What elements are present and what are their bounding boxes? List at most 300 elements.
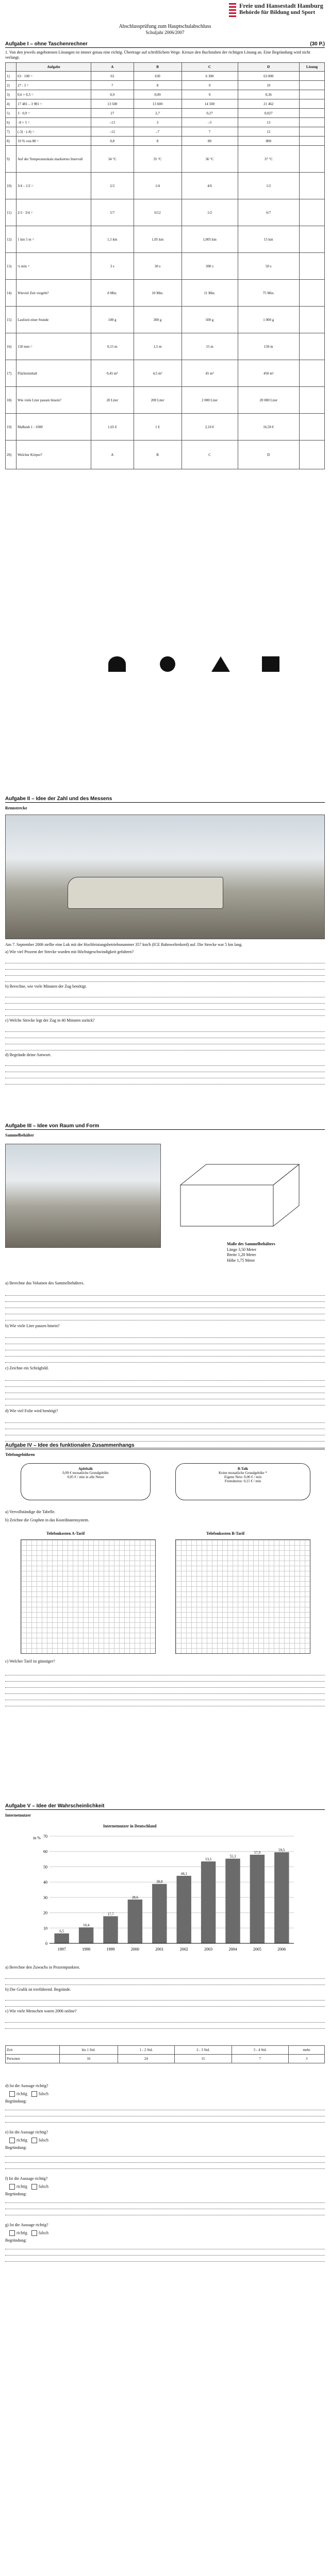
answer-line[interactable] bbox=[5, 997, 325, 1004]
table-cell: ½ min = bbox=[16, 253, 91, 280]
answer-cell[interactable] bbox=[300, 72, 325, 81]
part1-instruction: 1. Von den jeweils angebotenen Lösungen ist immer genau eine richtig. Übertrage auf schriftlichem Wege. Kreuze den Buchstaben der richtigen Lösung an. Eine Begründung wird nicht verlangt. bbox=[5, 50, 310, 60]
answer-line[interactable] bbox=[5, 970, 325, 976]
checkbox[interactable] bbox=[9, 2230, 15, 2236]
dim-label: Breite 1,20 Meter bbox=[227, 1252, 256, 1257]
grid-b[interactable] bbox=[175, 1539, 310, 1654]
answer-cell[interactable] bbox=[300, 440, 325, 469]
table-cell: D bbox=[238, 440, 300, 469]
table-cell: 63 · 100 = bbox=[16, 72, 91, 81]
answer-line[interactable] bbox=[5, 1381, 325, 1387]
part1-table bbox=[5, 62, 325, 469]
answer-cell[interactable] bbox=[300, 109, 325, 118]
table-row bbox=[6, 360, 325, 387]
checkbox[interactable] bbox=[9, 2184, 15, 2190]
answer-cell[interactable] bbox=[300, 333, 325, 360]
bar-2005 bbox=[250, 1855, 265, 1943]
table-row bbox=[6, 387, 325, 414]
table-cell: 0,45 m² bbox=[91, 360, 134, 387]
checkbox[interactable] bbox=[9, 2138, 15, 2143]
table-cell: Flächeninhalt bbox=[16, 360, 91, 387]
table-cell: 35 °C bbox=[134, 146, 182, 173]
part5-subtask: f) Ist die Aussage richtig? bbox=[5, 2176, 48, 2181]
bar-value-label: 44,1 bbox=[180, 1871, 187, 1876]
answer-line[interactable] bbox=[5, 1296, 325, 1302]
table-cell: 0,6 + 0,3 = bbox=[16, 90, 91, 99]
answer-cell[interactable] bbox=[300, 146, 325, 173]
box-side bbox=[273, 1164, 299, 1226]
answer-line[interactable] bbox=[5, 2110, 325, 2116]
answer-line[interactable] bbox=[5, 1429, 325, 1435]
answer-line[interactable] bbox=[5, 2249, 325, 2256]
table-cell: 0,027 bbox=[238, 109, 300, 118]
answer-line[interactable] bbox=[5, 2104, 325, 2110]
answer-line[interactable] bbox=[5, 1302, 325, 1308]
answer-line[interactable] bbox=[5, 1308, 325, 1314]
table-cell: 0,27 bbox=[182, 109, 238, 118]
tariff-line: 0,05 € / min in alle Netze bbox=[67, 1475, 104, 1479]
table-cell: 1/2 bbox=[182, 199, 238, 226]
table-cell: 100 g bbox=[91, 307, 134, 333]
table-cell: 18) bbox=[6, 387, 16, 414]
answer-line[interactable] bbox=[5, 1314, 325, 1320]
table-cell: 2,10 € bbox=[182, 414, 238, 440]
bar-value-label: 17,7 bbox=[107, 1912, 114, 1917]
table-cell: 15) bbox=[6, 307, 16, 333]
part5-subtask: d) Ist die Aussage richtig? bbox=[5, 2083, 48, 2088]
part2-heading: Aufgabe II – Idee der Zahl und des Messens bbox=[5, 796, 325, 803]
answer-line[interactable] bbox=[5, 2116, 325, 2123]
answer-line[interactable] bbox=[5, 1332, 325, 1338]
part1-col-2: A bbox=[91, 63, 134, 72]
part5-question: c) Wie viele Menschen waren 2006 online? bbox=[5, 2009, 77, 2013]
bar-value-label: 6,5 bbox=[59, 1929, 64, 1934]
table-cell: 200 Liter bbox=[134, 387, 182, 414]
table-row bbox=[6, 109, 325, 118]
answer-line[interactable] bbox=[5, 963, 325, 970]
org-line1: Freie und Hansestadt Hamburg bbox=[239, 2, 323, 9]
train-icon bbox=[68, 877, 223, 909]
y-tick-label: 50 bbox=[43, 1865, 47, 1870]
bar-2001 bbox=[152, 1884, 167, 1943]
table-cell: 2/3 · 3/4 = bbox=[16, 199, 91, 226]
checkbox[interactable] bbox=[31, 2184, 37, 2190]
bar-value-label: 55,3 bbox=[229, 1854, 236, 1859]
table-cell: 63 bbox=[91, 72, 134, 81]
table-cell: 2 000 Liter bbox=[182, 387, 238, 414]
x-tick-label: 2004 bbox=[228, 1947, 237, 1952]
part4-lines bbox=[5, 1669, 325, 1706]
bar-value-label: 53,5 bbox=[205, 1857, 212, 1862]
answer-line[interactable] bbox=[5, 1417, 325, 1423]
table-cell: 63 000 bbox=[238, 72, 300, 81]
part1-col-4: C bbox=[182, 63, 238, 72]
table-cell: 16,50 € bbox=[238, 414, 300, 440]
part2-question: b) Berechne, wie viele Minuten der Zug benötigt. bbox=[5, 984, 87, 989]
table-cell: 3 bbox=[134, 118, 182, 127]
bar-1997 bbox=[54, 1934, 69, 1943]
table-cell: B bbox=[134, 440, 182, 469]
answer-line[interactable] bbox=[5, 2203, 325, 2209]
table-cell: 500 g bbox=[182, 307, 238, 333]
x-tick-label: 2005 bbox=[253, 1947, 261, 1952]
table-cell: 30 s bbox=[134, 253, 182, 280]
tariff-line: Fremdnetze: 0,15 € / min bbox=[224, 1479, 261, 1483]
exam-title: Abschlussprüfung zum Hauptschulabschluss bbox=[119, 24, 211, 29]
train-photo bbox=[5, 815, 325, 939]
answer-line[interactable] bbox=[5, 1357, 325, 1363]
table-cell: 2/2 bbox=[91, 173, 134, 199]
bar-1999 bbox=[103, 1916, 118, 1943]
part1-heading: Aufgabe I – ohne Taschenrechner (30 P.) bbox=[5, 41, 325, 47]
answer-line[interactable] bbox=[5, 2197, 325, 2203]
answer-line[interactable] bbox=[5, 1026, 325, 1032]
table-cell: 800 bbox=[238, 137, 300, 146]
part1-col-3: B bbox=[134, 63, 182, 72]
y-tick-label: 70 bbox=[43, 1834, 47, 1839]
table-row bbox=[6, 146, 325, 173]
part1-header-row bbox=[6, 63, 325, 72]
answer-cell[interactable] bbox=[300, 118, 325, 127]
answer-line[interactable] bbox=[5, 1399, 325, 1405]
table-row bbox=[6, 199, 325, 226]
table-cell: (-3) · (-4) = bbox=[16, 127, 91, 137]
y-tick-label: 60 bbox=[43, 1849, 47, 1854]
table-cell: 27 bbox=[91, 109, 134, 118]
table-cell: 7 bbox=[91, 81, 134, 90]
container-dims bbox=[227, 1242, 320, 1263]
table-cell: 14 500 bbox=[182, 99, 238, 109]
table-cell: 6/7 bbox=[238, 199, 300, 226]
answer-line[interactable] bbox=[5, 2243, 325, 2249]
table-cell: 14) bbox=[6, 280, 16, 307]
table-cell: 12) bbox=[6, 226, 16, 253]
choice-row bbox=[5, 2138, 325, 2143]
table-cell: 8) bbox=[6, 137, 16, 146]
dim-label: Höhe 1,75 Meter bbox=[227, 1258, 255, 1263]
table-cell: 9 bbox=[182, 90, 238, 99]
tariff-b-box bbox=[175, 1463, 310, 1500]
answer-cell[interactable] bbox=[300, 253, 325, 280]
table-cell: 2,7 bbox=[134, 109, 182, 118]
table-cell: 150 mm = bbox=[16, 333, 91, 360]
table-cell: 15 m bbox=[182, 333, 238, 360]
answer-cell[interactable] bbox=[300, 127, 325, 137]
part4-q-b: b) Zeichne die Graphen in das Koordinatensystem. bbox=[5, 1518, 89, 1522]
bar-value-label: 57,9 bbox=[254, 1850, 261, 1855]
table-cell: 36 °C bbox=[182, 146, 238, 173]
survey-value-cell: 3 bbox=[289, 2055, 325, 2063]
table-cell: 12 bbox=[238, 127, 300, 137]
part3-question: d) Wie viel Folie wird benötigt? bbox=[5, 1408, 58, 1413]
table-row bbox=[6, 137, 325, 146]
answer-cell[interactable] bbox=[300, 307, 325, 333]
table-row bbox=[6, 307, 325, 333]
table-cell: 13 bbox=[238, 118, 300, 127]
bar-2003 bbox=[201, 1861, 216, 1943]
survey-header-cell: bis 1 Std. bbox=[60, 2046, 118, 2055]
part5-heading: Aufgabe V – Idee der Wahrscheinlichkeit bbox=[5, 1803, 325, 1810]
table-cell: 300 g bbox=[134, 307, 182, 333]
x-tick-label: 1998 bbox=[82, 1947, 91, 1952]
answer-line[interactable] bbox=[5, 1973, 325, 1979]
survey-label-persons: Personen bbox=[6, 2055, 60, 2063]
tariff-line: Eigene Netz: 0,06 € / min bbox=[224, 1475, 261, 1479]
table-cell: 8 bbox=[134, 81, 182, 90]
part3-question: a) Berechne das Volumen des Sammelbehälters. bbox=[5, 1281, 85, 1285]
table-cell: 9 bbox=[182, 81, 238, 90]
answer-line[interactable] bbox=[5, 1350, 325, 1357]
part1-table-wrap bbox=[5, 62, 325, 469]
answer-line[interactable] bbox=[5, 1979, 325, 1985]
part5-subtasks bbox=[5, 2076, 325, 2262]
table-cell: Maßstab 1 : 1000 bbox=[16, 414, 91, 440]
answer-cell[interactable] bbox=[300, 81, 325, 90]
table-cell: 1 € bbox=[134, 414, 182, 440]
tariff-line: Keine monatliche Grundgebühr * bbox=[219, 1471, 267, 1475]
table-cell: 11) bbox=[6, 199, 16, 226]
solid-a-icon bbox=[108, 656, 126, 672]
table-cell: 10) bbox=[6, 173, 16, 199]
y-tick-label: 30 bbox=[43, 1895, 47, 1900]
answer-line[interactable] bbox=[5, 1435, 325, 1442]
x-tick-label: 2003 bbox=[204, 1947, 213, 1952]
dim-label: Maße des Sammelbehälters bbox=[227, 1242, 275, 1246]
answer-cell[interactable] bbox=[300, 226, 325, 253]
survey-header-cell: 3 - 4 Std. bbox=[232, 2046, 289, 2055]
choice-label: falsch bbox=[38, 2137, 48, 2142]
box-top bbox=[180, 1164, 299, 1185]
table-cell: 20 Liter bbox=[91, 387, 134, 414]
table-cell: 3 · 0,9 = bbox=[16, 109, 91, 118]
table-cell: 630 bbox=[134, 72, 182, 81]
y-tick-label: 20 bbox=[43, 1910, 47, 1916]
answer-line[interactable] bbox=[5, 1078, 325, 1084]
table-cell: 1/4 bbox=[134, 173, 182, 199]
x-tick-label: 2000 bbox=[130, 1947, 139, 1952]
answer-line[interactable] bbox=[5, 976, 325, 982]
table-cell: 17) bbox=[6, 360, 16, 387]
part4-q-c: c) Welcher Tarif ist günstiger? bbox=[5, 1659, 55, 1664]
table-row bbox=[6, 81, 325, 90]
table-cell: 16) bbox=[6, 333, 16, 360]
answer-cell[interactable] bbox=[300, 199, 325, 226]
table-cell: 37 °C bbox=[238, 146, 300, 173]
table-row bbox=[6, 440, 325, 469]
table-row bbox=[6, 333, 325, 360]
bar-value-label: 28,6 bbox=[131, 1895, 139, 1900]
table-cell: 4,5 m² bbox=[134, 360, 182, 387]
part5-question: a) Berechne den Zuwachs in Prozentpunkten. bbox=[5, 1965, 80, 1970]
bar-2006 bbox=[274, 1852, 289, 1943]
table-cell: 19) bbox=[6, 414, 16, 440]
part3-question: c) Zeichne ein Schrägbild. bbox=[5, 1366, 49, 1370]
survey-header-cell: 2 - 3 Std. bbox=[175, 2046, 232, 2055]
checkbox[interactable] bbox=[31, 2138, 37, 2143]
answer-line[interactable] bbox=[5, 1004, 325, 1010]
part3-heading: Aufgabe III – Idee von Raum und Form bbox=[5, 1123, 325, 1130]
answer-line[interactable] bbox=[5, 1423, 325, 1429]
answer-line[interactable] bbox=[5, 1338, 325, 1344]
table-cell: 20) bbox=[6, 440, 16, 469]
bar-value-label: 10,4 bbox=[82, 1923, 90, 1928]
checkbox[interactable] bbox=[31, 2230, 37, 2236]
survey-value-cell: 7 bbox=[232, 2055, 289, 2063]
answer-line[interactable] bbox=[5, 2001, 325, 2007]
checkbox[interactable] bbox=[9, 2091, 15, 2097]
table-cell: 6 300 bbox=[182, 72, 238, 81]
answer-line[interactable] bbox=[5, 957, 325, 963]
table-cell: 50 s bbox=[238, 253, 300, 280]
table-cell: 450 m² bbox=[238, 360, 300, 387]
table-cell: 13 500 bbox=[91, 99, 134, 109]
survey-value-cell: 15 bbox=[175, 2055, 232, 2063]
answer-line[interactable] bbox=[5, 2016, 325, 2023]
survey-table-wrap bbox=[5, 2045, 325, 2063]
answer-line[interactable] bbox=[5, 1375, 325, 1381]
reason-label: Begründung: bbox=[5, 2191, 27, 2196]
survey-value-cell: 24 bbox=[118, 2055, 175, 2063]
answer-cell[interactable] bbox=[300, 360, 325, 387]
answer-line[interactable] bbox=[5, 2209, 325, 2215]
part4-q-a: a) Vervollständige die Tabelle. bbox=[5, 1510, 56, 1514]
answer-line[interactable] bbox=[5, 1387, 325, 1393]
container-sketch bbox=[170, 1154, 320, 1236]
table-row bbox=[6, 127, 325, 137]
table-row bbox=[6, 72, 325, 81]
answer-cell[interactable] bbox=[300, 414, 325, 440]
table-cell: Wie viele Liter passen hinein? bbox=[16, 387, 91, 414]
x-tick-label: 2002 bbox=[179, 1947, 188, 1952]
table-cell: –8 + 5 = bbox=[16, 118, 91, 127]
table-cell: Laufzeit einer Stunde bbox=[16, 307, 91, 333]
answer-line[interactable] bbox=[5, 1038, 325, 1044]
answer-line[interactable] bbox=[5, 1010, 325, 1016]
part5-sub: Internetnutzer bbox=[5, 1813, 31, 1818]
answer-line[interactable] bbox=[5, 2157, 325, 2163]
chart-title: Internetnutzer in Deutschland bbox=[103, 1824, 157, 1828]
survey-header-cell: mehr bbox=[289, 2046, 325, 2055]
answer-line[interactable] bbox=[5, 1032, 325, 1038]
bar-value-label: 38,8 bbox=[156, 1879, 163, 1884]
answer-line[interactable] bbox=[5, 2256, 325, 2262]
part2-question: d) Begründe deine Antwort. bbox=[5, 1052, 52, 1057]
table-row bbox=[6, 253, 325, 280]
survey-value-cell: 16 bbox=[60, 2055, 118, 2063]
answer-cell[interactable] bbox=[300, 280, 325, 307]
table-row bbox=[6, 99, 325, 109]
answer-line[interactable] bbox=[5, 1290, 325, 1296]
answer-line[interactable] bbox=[5, 1060, 325, 1066]
y-axis-label: in % bbox=[33, 1836, 41, 1840]
table-cell: 0,9 bbox=[91, 90, 134, 99]
choice-label: richtig bbox=[16, 2091, 27, 2096]
answer-cell[interactable] bbox=[300, 387, 325, 414]
answer-line[interactable] bbox=[5, 991, 325, 997]
answer-line[interactable] bbox=[5, 2163, 325, 2169]
x-tick-label: 2001 bbox=[155, 1947, 164, 1952]
table-cell: 8 bbox=[134, 137, 182, 146]
answer-line[interactable] bbox=[5, 1994, 325, 2001]
part2-text: Am 7. September 2006 stellte eine Lok mit der Hochleistungsbetriebsnummer 357 km/h (ICE Bahnweltrekord) auf. Die Strecke war 5 km lang. bbox=[5, 942, 243, 947]
table-cell: 7) bbox=[6, 127, 16, 137]
table-cell: 6) bbox=[6, 118, 16, 127]
table-cell: 1 km 5 m = bbox=[16, 226, 91, 253]
choice-label: richtig bbox=[16, 2137, 27, 2142]
solid-b-icon bbox=[160, 656, 175, 672]
container-photo bbox=[5, 1144, 161, 1248]
table-cell: 0,15 m bbox=[91, 333, 134, 360]
checkbox[interactable] bbox=[31, 2091, 37, 2097]
choice-label: falsch bbox=[38, 2183, 48, 2189]
tariff-a-title: Apfeltalk bbox=[78, 1467, 93, 1471]
bar-1998 bbox=[79, 1927, 93, 1943]
table-cell: 15 km bbox=[238, 226, 300, 253]
table-cell: Welcher Körper? bbox=[16, 440, 91, 469]
part3-questions bbox=[5, 1278, 325, 1448]
table-cell: 1/2 bbox=[238, 173, 300, 199]
answer-cell[interactable] bbox=[300, 173, 325, 199]
part2-question: c) Welche Strecke legt der Zug in 40 Minuten zurück? bbox=[5, 1018, 95, 1023]
answer-cell[interactable] bbox=[300, 99, 325, 109]
part1-col-1: Aufgabe bbox=[16, 63, 91, 72]
bar-2002 bbox=[176, 1876, 191, 1943]
choice-label: falsch bbox=[38, 2230, 48, 2235]
table-cell: 10 % von 80 = bbox=[16, 137, 91, 146]
answer-line[interactable] bbox=[5, 1344, 325, 1350]
answer-line[interactable] bbox=[5, 1044, 325, 1050]
answer-line[interactable] bbox=[5, 1393, 325, 1399]
solid-c-icon bbox=[211, 656, 230, 672]
table-cell: Wieviel Zeit vergeht? bbox=[16, 280, 91, 307]
y-tick-label: 10 bbox=[43, 1926, 47, 1931]
table-cell: 10 bbox=[238, 81, 300, 90]
part4-sub: Telefongebühren bbox=[5, 1452, 35, 1457]
table-cell: 4/6 bbox=[182, 173, 238, 199]
part5-subtask: e) Ist die Aussage richtig? bbox=[5, 2130, 48, 2134]
answer-cell[interactable] bbox=[300, 137, 325, 146]
answer-cell[interactable] bbox=[300, 90, 325, 99]
answer-line[interactable] bbox=[5, 2023, 325, 2029]
bar-value-label: 59,5 bbox=[278, 1848, 285, 1853]
table-cell: 34 °C bbox=[91, 146, 134, 173]
hamburg-logo bbox=[229, 1, 327, 22]
answer-line[interactable] bbox=[5, 1072, 325, 1078]
part1-col-6: Lösung bbox=[300, 63, 325, 72]
chart-a-title: Telefonkosten A-Tarif bbox=[46, 1531, 85, 1536]
grid-a[interactable] bbox=[21, 1539, 156, 1654]
table-cell: 9) bbox=[6, 146, 16, 173]
solid-d-icon bbox=[262, 656, 279, 672]
table-cell: 13 600 bbox=[134, 99, 182, 109]
dim-label: Länge 3,50 Meter bbox=[227, 1247, 257, 1252]
reason-label: Begründung: bbox=[5, 2098, 27, 2104]
part1-col-0 bbox=[6, 63, 16, 72]
x-tick-label: 1999 bbox=[106, 1947, 115, 1952]
table-cell: –13 bbox=[91, 118, 134, 127]
answer-line[interactable] bbox=[5, 2150, 325, 2157]
table-cell: 0,09 bbox=[134, 90, 182, 99]
table-cell: 1) bbox=[6, 72, 16, 81]
part1-points: (30 P.) bbox=[310, 41, 325, 47]
answer-line[interactable] bbox=[5, 1066, 325, 1072]
choice-row bbox=[5, 2184, 325, 2190]
table-cell: 5/7 bbox=[91, 199, 134, 226]
table-cell: 75 Min. bbox=[238, 280, 300, 307]
reason-label: Begründung: bbox=[5, 2238, 27, 2243]
table-row bbox=[6, 414, 325, 440]
table-cell: 1,5 km bbox=[91, 226, 134, 253]
